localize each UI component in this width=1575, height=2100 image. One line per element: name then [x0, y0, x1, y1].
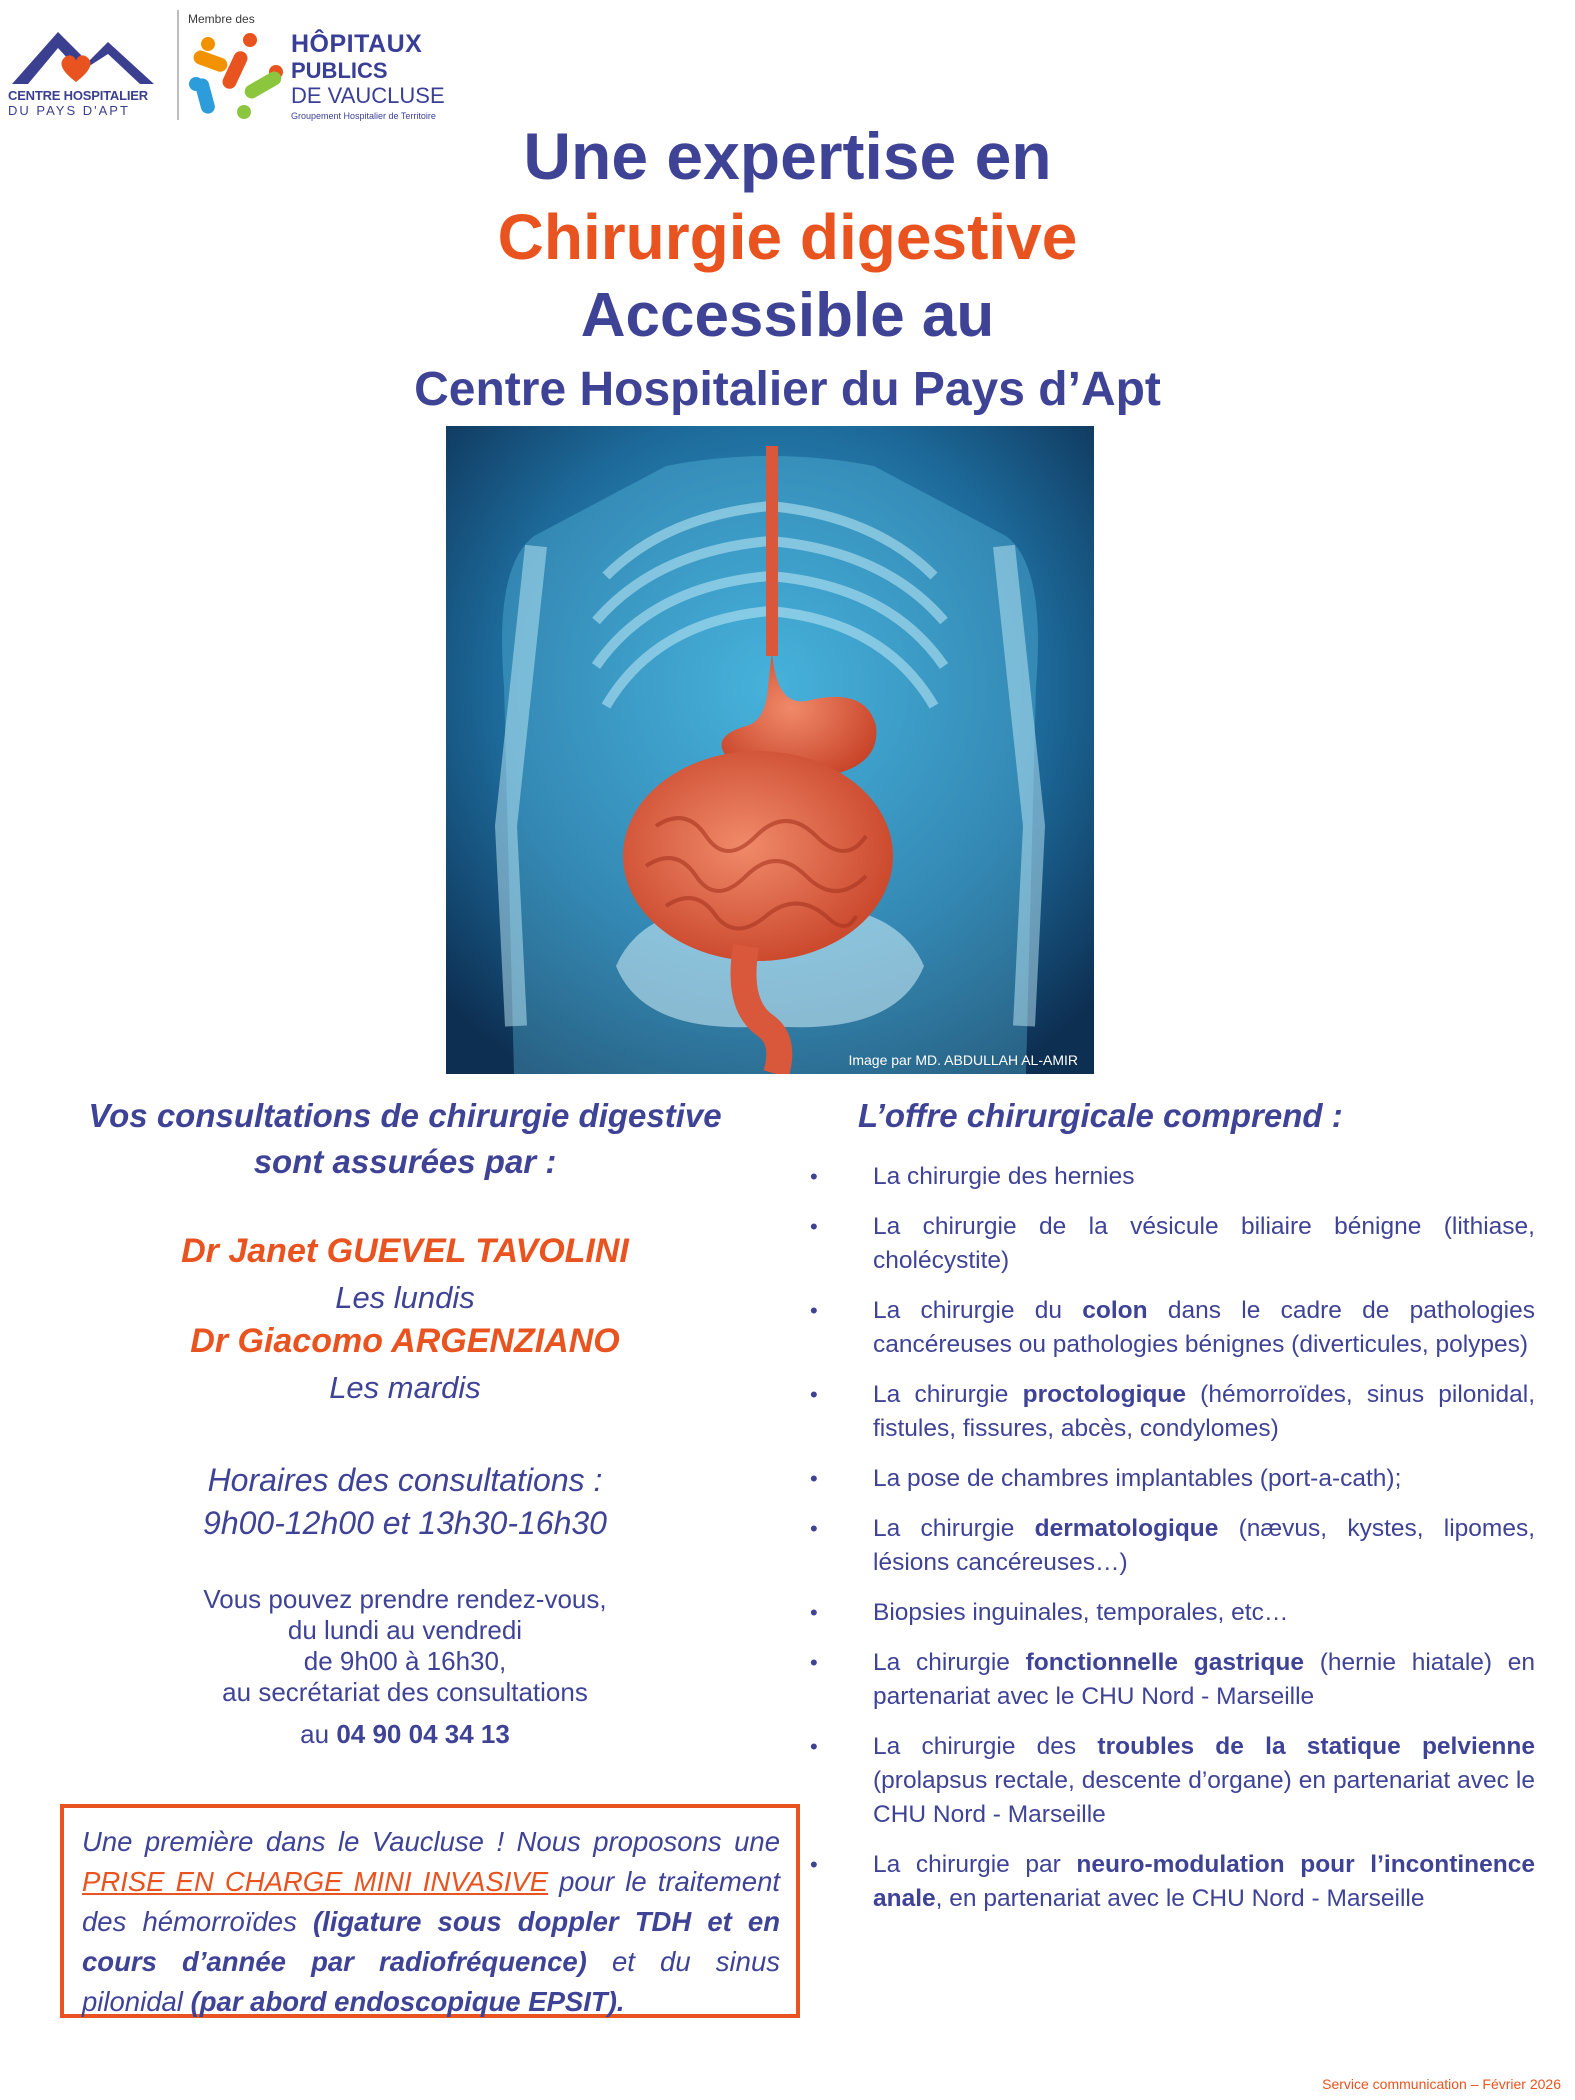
bullet-icon: •: [810, 1852, 818, 1877]
title-line3: Accessible au: [580, 281, 995, 350]
bullet-icon: •: [810, 1650, 818, 1675]
doctor-1-days: Les lundis: [335, 1280, 475, 1315]
item-bold: neuro-modulation pour l’incontinence anale: [873, 1851, 1535, 1912]
list-item: [810, 1596, 1535, 1630]
item-bold: fonctionnelle gastrique: [1025, 1649, 1305, 1676]
doctor-1-name: Dr Janet GUEVEL TAVOLINI: [181, 1232, 629, 1270]
item-text: Biopsies inguinales, temporales, etc…: [873, 1599, 1289, 1626]
item-bold: troubles de la statique pelvienne: [1097, 1733, 1535, 1760]
item-text: La chirurgie: [873, 1649, 1026, 1676]
hpv-line1: HÔPITAUX: [291, 30, 423, 58]
bullet-icon: •: [810, 1214, 818, 1239]
consultations-heading-line2: sont assurées par :: [253, 1143, 557, 1180]
logo-text-line1: CENTRE HOSPITALIER: [8, 88, 148, 103]
bullet-icon: •: [810, 1466, 818, 1491]
item-bold: dermatologique: [1034, 1515, 1219, 1542]
offer-list: [810, 1160, 1535, 1932]
appointment-line3: de 9h00 à 16h30,: [303, 1646, 507, 1676]
footer-credit: Service communication – Février 2026: [1322, 2076, 1561, 2092]
offer-heading: L’offre chirurgicale comprend :: [858, 1097, 1343, 1134]
title-line1: Une expertise en: [523, 119, 1052, 193]
list-item: [810, 1646, 1535, 1714]
bullet-icon: •: [810, 1298, 818, 1323]
item-text: La chirurgie des: [873, 1733, 1098, 1760]
item-text: dans le cadre de pathologies cancéreuses ou pathologies bénignes (diverticules, polypes): [873, 1297, 1535, 1358]
hpv-line3: DE VAUCLUSE: [291, 83, 445, 108]
item-text: La chirurgie de la vésicule biliaire bénigne (lithiase, cholécystite): [873, 1213, 1535, 1274]
bullet-icon: •: [810, 1600, 818, 1625]
list-item: [810, 1512, 1535, 1580]
list-item: [810, 1462, 1535, 1496]
item-text: La chirurgie par: [873, 1851, 1077, 1878]
appointment-line2: du lundi au vendredi: [287, 1615, 523, 1645]
phone-number[interactable]: 04 90 04 34 13: [336, 1719, 510, 1749]
bullet-icon: •: [810, 1516, 818, 1541]
hpv-line2: PUBLICS: [291, 58, 388, 83]
image-credit: Image par MD. ABDULLAH AL-AMIR: [848, 1052, 1078, 1068]
list-item: [810, 1160, 1535, 1194]
item-text: (hémorroïdes, sinus pilonidal, fistules, fissures, abcès, condylomes): [873, 1381, 1536, 1442]
item-text: , en partenariat avec le CHU Nord - Marseille: [935, 1885, 1425, 1912]
hours-value: 9h00-12h00 et 13h30-16h30: [203, 1505, 607, 1541]
notice-text-1: Une première dans le Vaucluse ! Nous proposons une: [82, 1826, 780, 1857]
centre-hospitalier-logo: [8, 14, 168, 124]
bullet-icon: •: [810, 1734, 818, 1759]
notice-highlight: PRISE EN CHARGE MINI INVASIVE: [82, 1866, 549, 1897]
phone-line: [60, 1719, 750, 1750]
item-text: (prolapsus rectale, descente d’organe) en partenariat avec le CHU Nord - Marseille: [873, 1767, 1535, 1828]
bullet-icon: •: [810, 1164, 818, 1189]
hours-heading: Horaires des consultations :: [207, 1462, 603, 1498]
mountain-heart-icon: [8, 14, 158, 89]
notice-text-2: pour le traitement des hémorroïdes: [82, 1866, 781, 1937]
membre-label: Membre des: [188, 12, 255, 26]
phone-prefix: au: [300, 1719, 330, 1749]
doctor-2-days: Les mardis: [329, 1370, 481, 1405]
item-text: La chirurgie des hernies: [873, 1163, 1135, 1190]
logo-text-line2: DU PAYS D'APT: [8, 103, 130, 118]
notice-text-3: et du sinus pilonidal: [82, 1946, 780, 2017]
list-item: [810, 1848, 1535, 1916]
consultations-heading-line1: Vos consultations de chirurgie digestive: [88, 1097, 722, 1134]
list-item: [810, 1210, 1535, 1278]
appointment-line1: Vous pouvez prendre rendez-vous,: [203, 1584, 607, 1614]
appointment-line4: au secrétariat des consultations: [222, 1677, 588, 1707]
notice-bold-2: (par abord endoscopique EPSIT).: [190, 1986, 625, 2017]
item-text: La pose de chambres implantables (port-a-cath);: [873, 1465, 1402, 1492]
title-line2: Chirurgie digestive: [497, 201, 1078, 273]
item-text: (nævus, kystes, lipomes, lésions cancéreuses…): [873, 1515, 1536, 1576]
doctor-2-name: Dr Giacomo ARGENZIANO: [190, 1322, 620, 1360]
list-item: [810, 1378, 1535, 1446]
notice-bold-1: (ligature sous doppler TDH et en cours d’année par radiofréquence): [82, 1906, 781, 1977]
item-text: La chirurgie: [873, 1381, 1023, 1408]
list-item: [810, 1730, 1535, 1832]
bullet-icon: •: [810, 1382, 818, 1407]
item-bold: colon: [1082, 1297, 1148, 1324]
hpv-line4: Groupement Hospitalier de Territoire: [291, 111, 436, 121]
list-item: [810, 1294, 1535, 1362]
people-shapes-icon: [188, 32, 288, 122]
item-text: La chirurgie du: [873, 1297, 1083, 1324]
item-bold: proctologique: [1022, 1381, 1186, 1408]
item-text: (hernie hiatale) en partenariat avec le CHU Nord - Marseille: [873, 1649, 1535, 1710]
mini-invasive-notice: [60, 1804, 800, 2018]
hopitaux-publics-vaucluse-logo: [188, 10, 458, 120]
logo-divider: [177, 10, 179, 120]
digestive-system-illustration: [446, 426, 1094, 1074]
item-text: La chirurgie: [873, 1515, 1035, 1542]
title-line4: Centre Hospitalier du Pays d’Apt: [414, 363, 1161, 416]
